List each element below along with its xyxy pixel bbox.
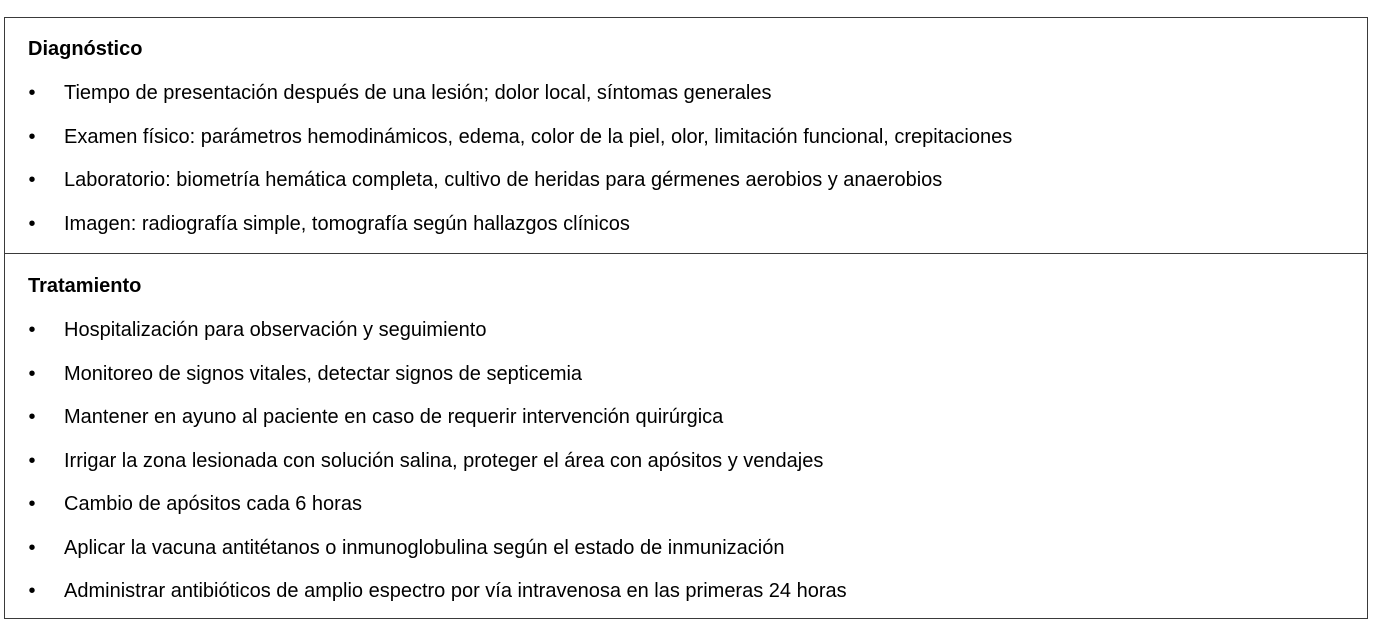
diagnostico-section <box>5 18 1367 254</box>
list-item-text: Mantener en ayuno al paciente en caso de requerir intervención quirúrgica <box>64 406 724 428</box>
list-item-text: Examen físico: parámetros hemodinámicos, edema, color de la piel, olor, limitación funcional, crepitaciones <box>64 125 1013 148</box>
list-item <box>5 212 1367 256</box>
list-item <box>5 125 1367 169</box>
list-item <box>5 81 1367 125</box>
list-item-text: Irrigar la zona lesionada con solución salina, proteger el área con apósitos y vendajes <box>64 449 824 472</box>
list-item <box>5 168 1367 212</box>
bullet-icon: • <box>28 449 36 472</box>
list-item <box>5 492 1367 536</box>
list-item-text: Aplicar la vacuna antitétanos o inmunoglobulina según el estado de inmunización <box>64 536 785 559</box>
tratamiento-section <box>5 254 1367 618</box>
bullet-icon: • <box>28 169 36 191</box>
diagnostico-list <box>5 81 1367 255</box>
diagnostico-heading: Diagnóstico <box>28 38 143 60</box>
list-item <box>5 405 1367 449</box>
bullet-icon: • <box>28 580 36 602</box>
tratamiento-list <box>5 318 1367 623</box>
list-item <box>5 362 1367 406</box>
list-item-text: Monitoreo de signos vitales, detectar signos de septicemia <box>64 362 583 385</box>
list-item-text: Tiempo de presentación después de una lesión; dolor local, síntomas generales <box>64 82 772 104</box>
bullet-icon: • <box>28 212 36 235</box>
list-item-text: Administrar antibióticos de amplio espectro por vía intravenosa en las primeras 24 horas <box>64 580 847 602</box>
list-item-text: Cambio de apósitos cada 6 horas <box>64 493 362 515</box>
bullet-icon: • <box>28 536 36 559</box>
bullet-icon: • <box>28 406 36 428</box>
bullet-icon: • <box>28 82 36 104</box>
tratamiento-heading: Tratamiento <box>28 275 142 297</box>
list-item <box>5 449 1367 493</box>
list-item <box>5 536 1367 580</box>
list-item-text: Imagen: radiografía simple, tomografía según hallazgos clínicos <box>64 212 630 235</box>
content-table <box>4 17 1368 619</box>
bullet-icon: • <box>28 319 36 341</box>
bullet-icon: • <box>28 493 36 515</box>
list-item <box>5 318 1367 362</box>
list-item <box>5 579 1367 623</box>
bullet-icon: • <box>28 362 36 385</box>
list-item-text: Hospitalización para observación y seguimiento <box>64 319 487 341</box>
list-item-text: Laboratorio: biometría hemática completa, cultivo de heridas para gérmenes aerobios y anaerobios <box>64 169 943 191</box>
bullet-icon: • <box>28 125 36 148</box>
